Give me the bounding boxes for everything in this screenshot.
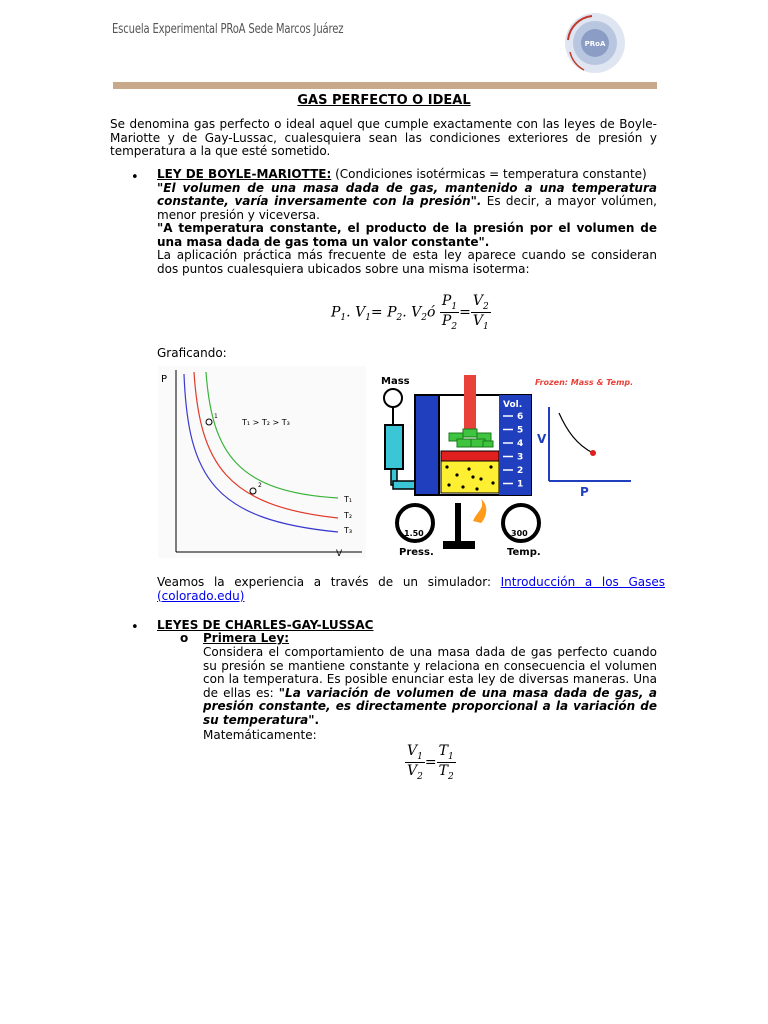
first-law-quote-end: ". (308, 712, 320, 727)
curve-label-t2: T₂ (344, 511, 353, 520)
curve-label-t3: T₃ (344, 526, 353, 535)
boyle-application: La aplicación práctica más frecuente de esta ley aparece cuando se consideran dos puntos cualesquiera ubicados sobre una misma isoterma: (157, 248, 657, 276)
boyle-quote2: "A temperatura constante, el producto de la presión por el volumen de una masa dada de gas toma un valor constante". (157, 221, 657, 249)
charles-heading: LEYES DE CHARLES-GAY-LUSSAC (157, 618, 374, 632)
y-axis-label: P (161, 374, 168, 385)
gas-simulator-image (377, 371, 633, 559)
blue-wall (415, 395, 441, 495)
boyle-heading: LEY DE BOYLE-MARIOTTE: (157, 167, 332, 181)
piston (441, 451, 499, 461)
mass-gauge (384, 389, 402, 407)
mini-x-axis-label: P (580, 485, 589, 499)
burner-base (443, 541, 475, 549)
piston-rod (464, 375, 476, 437)
simulator-sentence (157, 576, 665, 603)
charles-formula: $\frac{V_1}{V_2}$ = $\frac{T_1}{T_2}$ (407, 743, 454, 782)
bullet-marker: • (131, 170, 139, 185)
pressure-value: 1.50 (404, 529, 424, 538)
school-logo (562, 10, 628, 76)
point-2-label: 2 (258, 482, 262, 489)
burner-stand (455, 503, 461, 547)
frozen-label: Frozen: Mass & Temp. (535, 378, 633, 387)
intro-paragraph: Se denomina gas perfecto o ideal aquel que cumple exactamente con las leyes de Boyle-Mariotte y de Gay-Lussac, cualesquiera sean las condiciones exteriores de presión y temperatura a la que esté sometido. (110, 117, 657, 158)
simulator-link[interactable]: Introducción a los Gases (colorado.edu) (157, 575, 665, 603)
graph-label: Graficando: (157, 346, 227, 360)
temperature-label: Temp. (507, 547, 541, 558)
isotherm-chart (158, 366, 366, 558)
simulator-text: Veamos la experiencia a través de un simulador: (157, 575, 501, 589)
boyle-heading-line (157, 168, 657, 182)
school-name: Escuela Experimental PRoA Sede Marcos Juárez (112, 22, 344, 37)
volume-tick-label: 1 (517, 479, 524, 490)
x-axis-label: V (336, 549, 343, 558)
first-law-quote: "La variación de volumen de una masa dada de gas, a presión constante, es directamente proporcional a la variación de su temperatura (203, 685, 657, 727)
volume-scale (499, 395, 531, 495)
logo-text: PRoA (584, 40, 606, 48)
point-1-label: 1 (214, 413, 218, 420)
gas-reservoir (385, 425, 403, 469)
boyle-heading-note: (Condiciones isotérmicas = temperatura constante) (331, 167, 647, 181)
temperature-value: 300 (511, 529, 528, 538)
mini-y-axis-label: V (537, 432, 547, 446)
volume-tick-label: 6 (517, 412, 524, 422)
boyle-formula: $P_1$. $V_1= P_2$. $V_2ó$ $\frac{P_1}{P_2}$ = $\frac{V_2}{V_1}$ (331, 293, 489, 332)
curve-label-t1: T₁ (344, 495, 353, 504)
math-label: Matemáticamente: (203, 728, 317, 742)
boyle-after-quote1: Es decir, a mayor volúmen, menor presión y viceversa. (157, 194, 657, 222)
first-law-body (203, 646, 657, 727)
sub-bullet-marker: o (180, 631, 189, 645)
volume-tick-label: 4 (517, 439, 524, 449)
volume-scale-label: Vol. (503, 400, 523, 410)
volume-tick-label: 3 (517, 452, 524, 463)
boyle-section (157, 168, 657, 276)
temperature-relation: T₁ > T₂ > T₃ (242, 418, 290, 427)
page-title: GAS PERFECTO O IDEAL (297, 93, 471, 108)
boyle-quote1: "El volumen de una masa dada de gas, mantenido a una temperatura constante, varía inversamente con la presión". (157, 180, 657, 208)
state-point (590, 450, 596, 456)
pressure-label: Press. (399, 547, 434, 558)
header-rule (113, 82, 657, 89)
first-law-text: Considera el comportamiento de una masa dada de gas perfecto cuando su presión se mantiene constante y relaciona en consecuencia el volumen con la temperatura. Es posible enunciar esta ley de diversas maneras. Una de ellas es: (203, 645, 657, 700)
mass-label: Mass (381, 376, 410, 387)
boyle-quote1-block (157, 182, 657, 223)
bullet-marker: • (131, 620, 139, 635)
first-law-heading: Primera Ley: (203, 631, 290, 645)
volume-tick-label: 5 (517, 425, 524, 436)
volume-tick-label: 2 (517, 466, 524, 476)
